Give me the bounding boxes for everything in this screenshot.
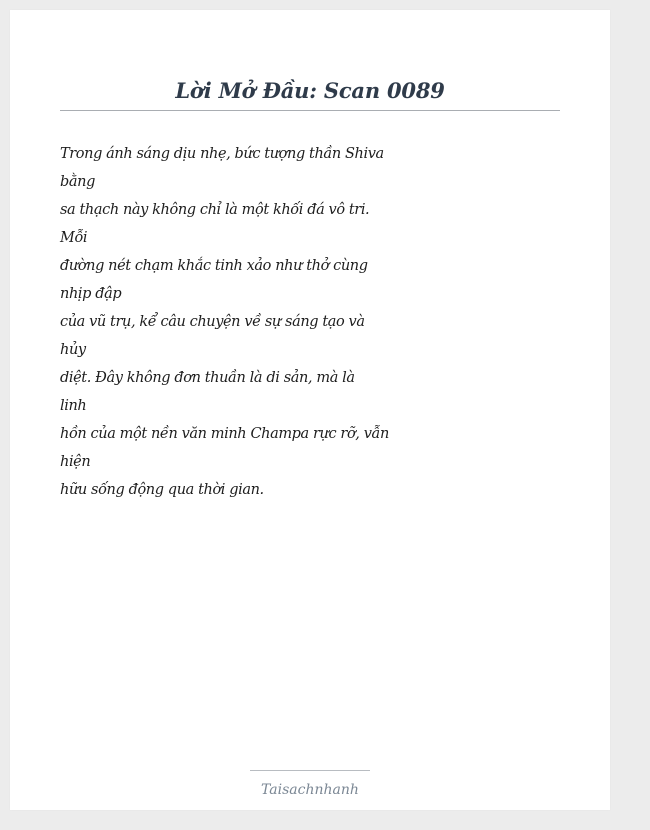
text-line: diệt. Đây không đơn thuần là di sản, mà là [60, 370, 355, 386]
footer-source: Taisachnhanh [261, 782, 359, 798]
footer-divider [250, 770, 370, 771]
title-divider [60, 110, 560, 111]
body-text [60, 140, 389, 504]
text-line: hiện [60, 454, 91, 470]
text-line: của vũ trụ, kể câu chuyện về sự sáng tạo và [60, 314, 365, 330]
document-page [10, 10, 610, 810]
text-line: sa thạch này không chỉ là một khối đá vô tri. [60, 202, 370, 218]
text-line: đường nét chạm khắc tinh xảo như thở cùng [60, 258, 368, 274]
text-line: hữu sống động qua thời gian. [60, 482, 264, 498]
text-line: Trong ánh sáng dịu nhẹ, bức tượng thần Shiva [60, 146, 384, 162]
text-line: hủy [60, 342, 86, 358]
text-line: linh [60, 398, 87, 414]
text-line: hồn của một nền văn minh Champa rực rỡ, vẫn [60, 426, 389, 442]
page-title: Lời Mở Đầu: Scan 0089 [175, 78, 445, 103]
text-line: bằng [60, 174, 95, 190]
text-line: Mỗi [60, 230, 88, 246]
text-line: nhịp đập [60, 286, 122, 302]
